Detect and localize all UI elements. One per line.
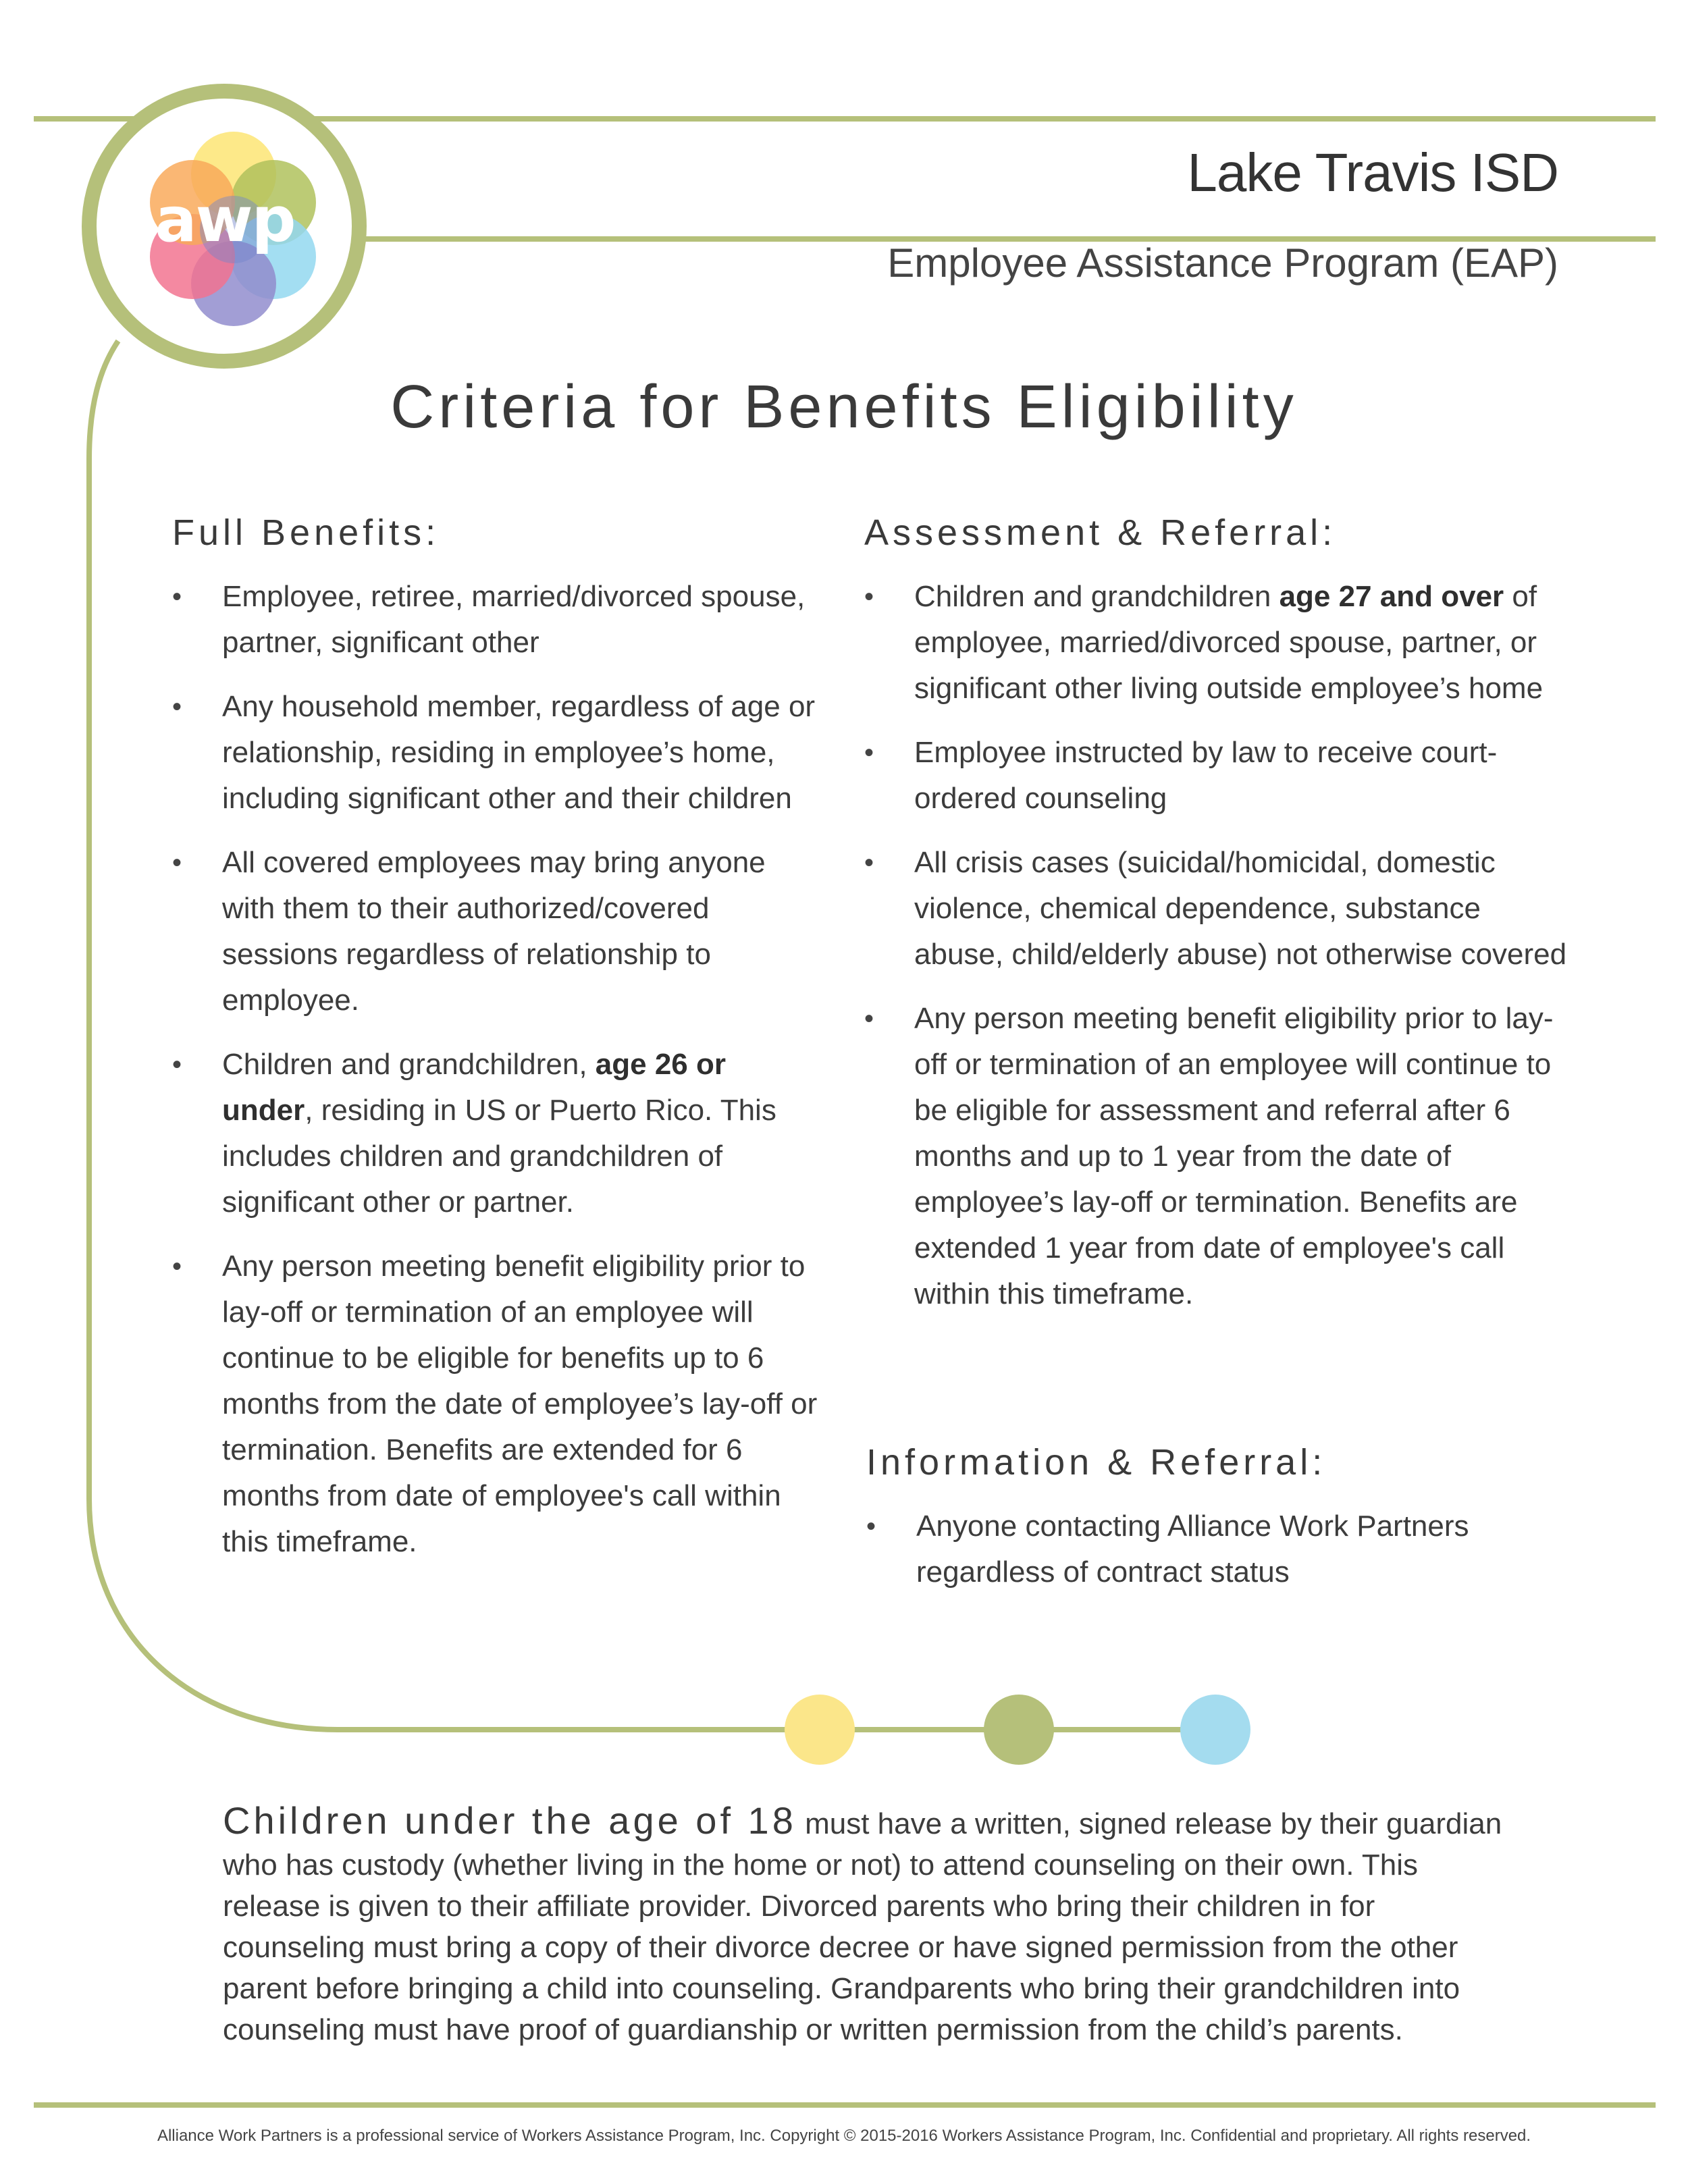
list-item: • Anyone contacting Alliance Work Partners regardless of contract status <box>866 1503 1575 1595</box>
list-item: • All crisis cases (suicidal/homicidal, domestic violence, chemical dependence, substance abuse, child/elderly abuse) not otherwise covered <box>864 840 1573 978</box>
bold-text: age 26 or under <box>222 1048 727 1127</box>
bullet-icon: • <box>172 1050 182 1080</box>
minors-note-body: must have a written, signed release by their guardian who has custody (whether living in the home or not) to attend counseling on their own. This release is given to their affiliate provider. Divorced parents who bring their children in for counseling must bring a copy of their divorce decree or have signed permission from the other parent before bringing a child into counseling. Grandparents who bring their grandchildren into counseling must have proof of guardianship or written permission from the child’s parents. <box>223 1807 1502 2046</box>
list-item: • Employee instructed by law to receive court-ordered counseling <box>864 730 1573 822</box>
dot-green <box>984 1695 1054 1765</box>
awp-logo <box>84 86 365 367</box>
bullet-icon: • <box>172 848 182 878</box>
dot-yellow <box>785 1695 855 1765</box>
logo-text: awp <box>155 184 295 256</box>
full-benefits-section <box>172 512 820 1583</box>
minors-note <box>223 1800 1506 2050</box>
full-benefits-heading: Full Benefits: <box>172 512 440 553</box>
page-title: Criteria for Benefits Eligibility <box>390 373 1298 441</box>
list-item: • Any person meeting benefit eligibility prior to lay-off or termination of an employee will continue to be eligible for assessment and referral after 6 months and up to 1 year from the date of employee’s lay-off or termination. Benefits are extended 1 year from date of employee's call within this timeframe. <box>864 996 1573 1317</box>
bullet-icon: • <box>172 582 182 612</box>
bold-text: age 27 and over <box>1279 580 1504 613</box>
information-referral-heading: Information & Referral: <box>866 1442 1327 1483</box>
bullet-icon: • <box>172 692 182 722</box>
bullet-icon: • <box>864 848 874 878</box>
list-item: • Any person meeting benefit eligibility prior to lay-off or termination of an employee will continue to be eligible for benefits up to 6 months from the date of employee’s lay-off or termination. Benefits are extended for 6 months from date of employee's call within this timeframe. <box>172 1244 820 1565</box>
full-benefits-list <box>172 574 820 1565</box>
footer-copyright: Alliance Work Partners is a professional service of Workers Assistance Program, Inc. Copyright © 2015-2016 Workers Assistance Program, Inc. Confidential and proprietary. All rights reserved. <box>157 2127 1531 2145</box>
bullet-icon: • <box>864 1004 874 1034</box>
list-item: • Employee, retiree, married/divorced spouse, partner, significant other <box>172 574 820 666</box>
information-referral-list <box>866 1503 1575 1595</box>
bullet-icon: • <box>866 1512 876 1541</box>
org-subtitle: Employee Assistance Program (EAP) <box>887 240 1558 286</box>
dot-blue <box>1180 1695 1250 1765</box>
list-item: • Children and grandchildren age 27 and over of employee, married/divorced spouse, partner, or significant other living outside employee’s home <box>864 574 1573 712</box>
bullet-icon: • <box>864 582 874 612</box>
list-item: • Any household member, regardless of age or relationship, residing in employee’s home, including significant other and their children <box>172 684 820 822</box>
minors-note-lead: Children under the age of 18 <box>223 1799 797 1842</box>
list-item: • All covered employees may bring anyone with them to their authorized/covered sessions regardless of relationship to employee. <box>172 840 820 1023</box>
bullet-icon: • <box>864 738 874 768</box>
list-item: • Children and grandchildren, age 26 or under, residing in US or Puerto Rico. This includes children and grandchildren of significant other or partner. <box>172 1042 820 1225</box>
assessment-referral-heading: Assessment & Referral: <box>864 512 1337 553</box>
assessment-referral-list <box>864 574 1573 1317</box>
information-referral-section <box>866 1441 1575 1614</box>
bullet-icon: • <box>172 1252 182 1281</box>
assessment-referral-section <box>864 512 1573 1335</box>
org-title: Lake Travis ISD <box>1187 142 1558 203</box>
